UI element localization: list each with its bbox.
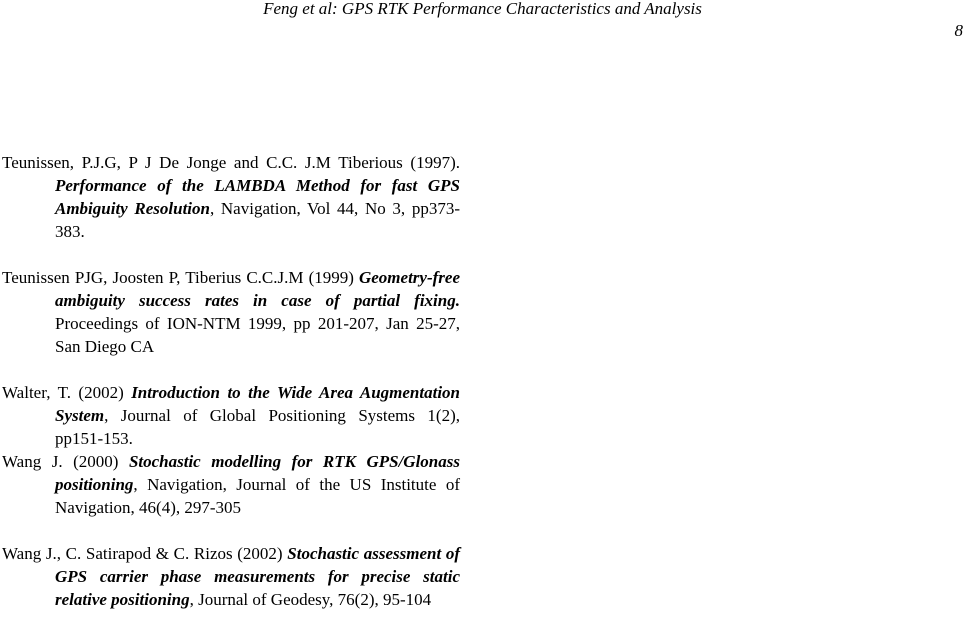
- reference-authors: Teunissen, P.J.G, P J De Jonge and C.C. J.M Tiberious (1997).: [2, 153, 460, 172]
- reference-title: Stochastic assessment of GPS carrier phase measurements for precise static relative positioning: [55, 544, 460, 609]
- reference-details: Proceedings of ION-NTM 1999, pp 201-207, Jan 25-27, San Diego CA: [55, 314, 460, 356]
- reference-entry: [2, 542, 460, 611]
- reference-title: Introduction to the Wide Area Augmentation System: [55, 383, 460, 425]
- reference-title: Performance of the LAMBDA Method for fast GPS Ambiguity Resolution: [55, 176, 460, 218]
- reference-entry: [2, 151, 460, 243]
- reference-authors: Walter, T. (2002): [2, 383, 132, 402]
- reference-list: [2, 151, 460, 611]
- reference-entry: [2, 266, 460, 358]
- reference-title: Stochastic modelling for RTK GPS/Glonass positioning: [55, 452, 460, 494]
- reference-authors: Teunissen PJG, Joosten P, Tiberius C.C.J.M (1999): [2, 268, 359, 287]
- reference-entry: [2, 450, 460, 519]
- reference-details: , Journal of Geodesy, 76(2), 95-104: [189, 590, 432, 609]
- reference-authors: Wang J., C. Satirapod & C. Rizos (2002): [2, 544, 288, 563]
- page-number: 8: [954, 21, 963, 40]
- running-header: Feng et al: GPS RTK Performance Characteristics and Analysis: [263, 0, 702, 18]
- reference-entry: [2, 381, 460, 450]
- reference-authors: Wang J. (2000): [2, 452, 129, 471]
- reference-title: Geometry-free ambiguity success rates in case of partial fixing.: [55, 268, 460, 310]
- reference-details: , Navigation, Vol 44, No 3, pp373-383.: [55, 199, 460, 241]
- reference-details: , Journal of Global Positioning Systems 1(2), pp151-153.: [55, 406, 460, 448]
- reference-details: , Navigation, Journal of the US Institute of Navigation, 46(4), 297-305: [55, 475, 460, 517]
